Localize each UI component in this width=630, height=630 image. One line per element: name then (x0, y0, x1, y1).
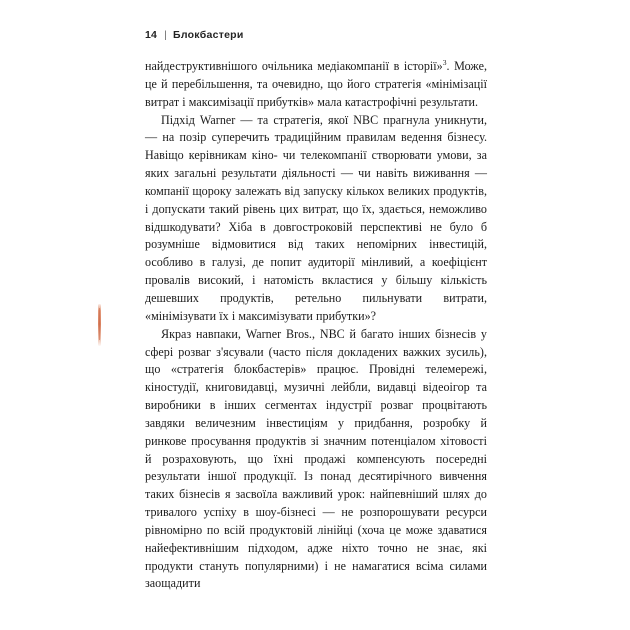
page-number: 14 (145, 29, 158, 41)
margin-pencil-mark (98, 304, 101, 346)
paragraph (145, 58, 487, 112)
book-title: Блокбастери (173, 29, 244, 41)
footnote-marker: 3 (442, 57, 447, 67)
body-text-block (145, 58, 487, 593)
running-head-separator: | (164, 28, 168, 41)
paragraph-text-part: найдеструктивнішого очільника медіакомпанії в історії» (145, 59, 443, 73)
running-head (145, 29, 244, 41)
paragraph: Підхід Warner — та стратегія, якої NBC прагнула уникнути, — на позір суперечить традиційним правилам ведення бізнесу. Навіщо керівникам кіно- чи телекомпанії створювати умови, за яких загальні результати діяльності — чи навіть виживання — компанії щороку залежать від запуску кількох великих продуктів, і допускати такий рівень цих витрат, що їх, здається, неможливо відшкодувати? Хіба в довгостроковій перспективі не було б розумніше відмовитися від таких непомірних інвестицій, особливо в галузі, де попит аудиторії мінливий, а коефіцієнт провалів високий, і натомість вкластися у більшу кількість дешевших продуктів, ретельно пильнувати витрати, «мінімізувати їх і максимізувати прибутки»? (145, 112, 487, 323)
paragraph: Якраз навпаки, Warner Bros., NBC й багато інших бізнесів у сфері розваг з'ясували (часто після докладених важких зусиль), що «стратегія блокбастерів» працює. Провідні телемережі, кіностудії, книговидавці, музичні лейбли, видавці відеоігор та виробники в інших сегментах індустрії розваг процвітають завдяки величезним інвестиціям у придбання, розробку й ринкове просування продуктів зі значним потенціалом хітовості й розраховують, що їхні продажі компенсують посередні результати іншої продукції. Із понад десятирічного вивчення таких бізнесів я засвоїла важливий урок: найпевніший шлях до тривалого успіху в шоу-бізнесі — не розпорошувати ресурси рівномірно по всій продуктовій лінійці (хоча це може здаватися найефективнішим підходом, адже ніхто точно не знає, які продукти стануть популярними) і не намагатися всіма силами заощадити (145, 326, 487, 591)
paragraph-text-part: . Може, це й перебільшення, та очевидно, що його стратегія «мінімізації витрат і максимізації прибутків» мала катастрофічні результати. (145, 59, 487, 109)
